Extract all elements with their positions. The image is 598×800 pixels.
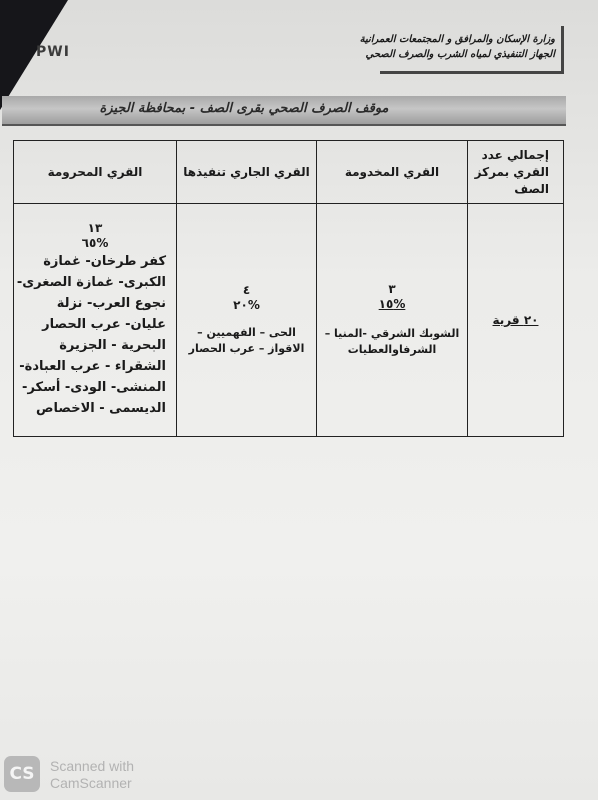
ministry-line-1: وزارة الإسكان والمرافق و المجتمعات العمرانية [359, 34, 555, 45]
progress-percent: %٢٠ [233, 298, 260, 312]
progress-villages: الحى – الفهميين – الاقواز – عرب الحصار [188, 326, 305, 355]
villages-table [13, 140, 564, 437]
served-percent: %١٥ [378, 297, 406, 311]
header-in-progress: القري الجاري تنفيذها [177, 141, 317, 204]
ministry-line-2: الجهاز التنفيذي لمياه الشرب والصرف الصحي [365, 49, 555, 60]
table-row [14, 204, 564, 437]
served-villages: الشوبك الشرقي -المنيا – الشرفاوالعطيات [324, 327, 460, 356]
table-header-row [14, 141, 564, 204]
cell-in-progress [177, 204, 317, 437]
camscanner-icon: CS [4, 756, 40, 792]
header-deprived: القري المحرومة [14, 141, 177, 204]
watermark-line-2: CamScanner [50, 775, 132, 791]
ministry-header [359, 26, 564, 74]
served-count: ٣ [388, 282, 396, 296]
progress-count: ٤ [242, 283, 251, 297]
deprived-villages: كفر طرخان- غمازة الكبرى- غمازة الصغرى- نجوع العرب- نزلة عليان- عرب الحصار البحرية - الجزيرة الشقراء - عرب العبادة- المنشى- الودى- أسكر- الديسمى - الاخصاص [16, 254, 166, 416]
header-served: القري المخدومة [317, 141, 468, 204]
deprived-count: ١٣ [87, 221, 103, 235]
watermark-line-1: Scanned with [50, 758, 135, 774]
camscanner-watermark [4, 754, 174, 794]
deprived-percent: %٦٥ [81, 236, 109, 250]
banner-title: موقف الصرف الصحي بقرى الصف - بمحافظة الجيزة [99, 101, 389, 116]
cell-served [317, 204, 468, 437]
total-villages: ٢٠ قرية [492, 313, 539, 327]
logo-text: PWI [36, 44, 70, 60]
cell-total [468, 204, 564, 437]
cell-deprived [14, 204, 177, 437]
header-total: إجمالي عدد القري بمركز الصف [468, 141, 564, 204]
title-banner [2, 96, 566, 126]
